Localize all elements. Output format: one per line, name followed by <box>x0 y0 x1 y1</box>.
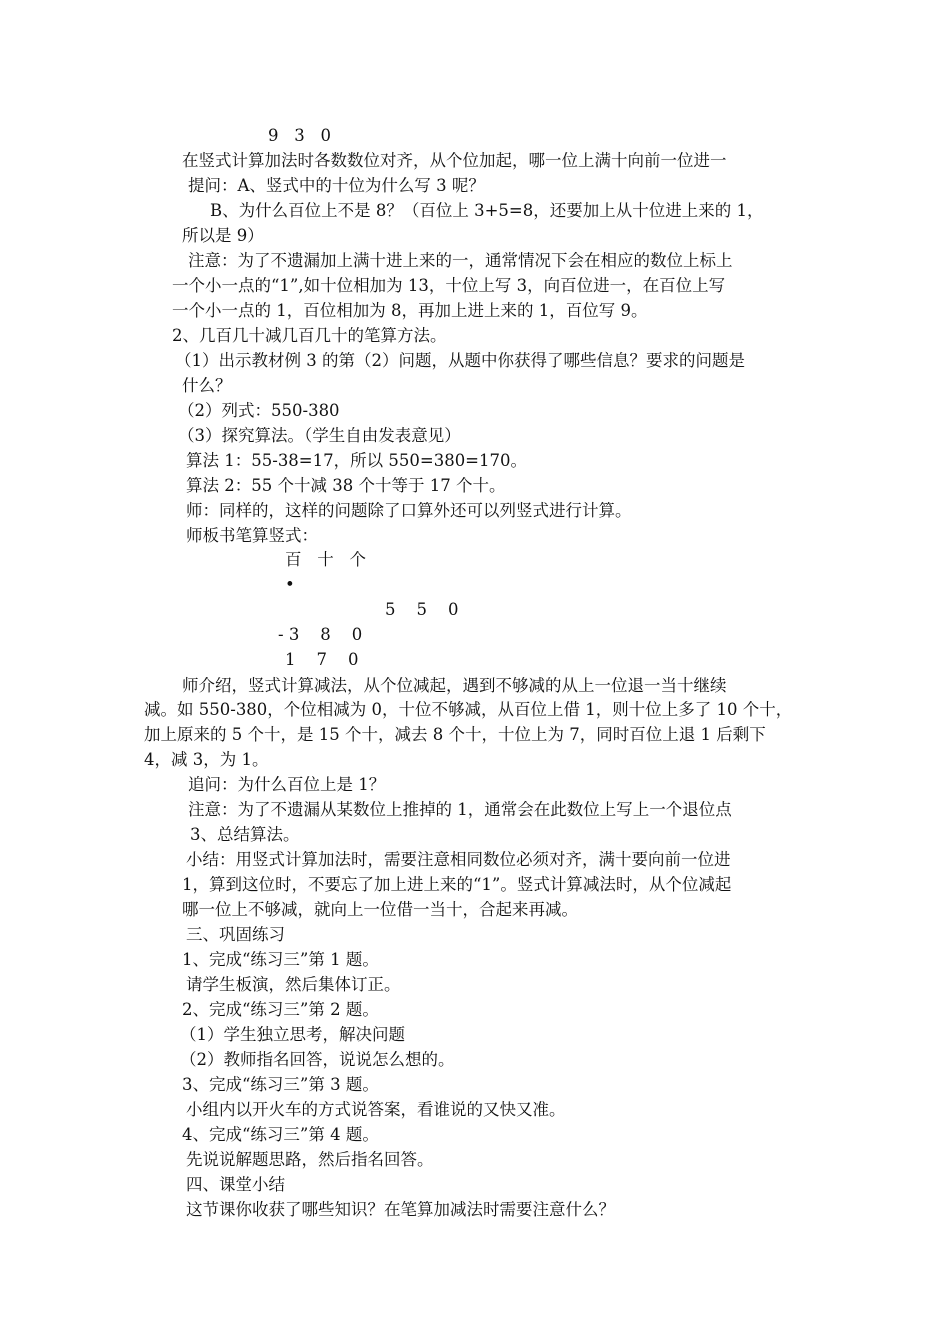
text-line: 3、完成“练习三”第 3 题。 <box>182 1075 379 1094</box>
text-line: 这节课你收获了哪些知识？在笔算加减法时需要注意什么？ <box>186 1200 615 1219</box>
text-line: 1，算到这位时，不要忘了加上进上来的“1”。竖式计算减法时，从个位减起 <box>182 875 732 894</box>
text-line: 算法 2：55 个十减 38 个十等于 17 个十。 <box>186 476 506 495</box>
text-line: 四、课堂小结 <box>186 1175 285 1194</box>
text-line: 提问：A、竖式中的十位为什么写 3 呢？ <box>188 176 485 195</box>
text-line: 在竖式计算加法时各数数位对齐，从个位加起，哪一位上满十向前一位进一 <box>182 151 727 170</box>
text-line: 追问：为什么百位上是 1？ <box>188 775 386 794</box>
text-line: 加上原来的 5 个十，是 15 个十，减去 8 个十，十位上为 7，同时百位上退 1 后剩下 <box>144 725 766 744</box>
text-line: （3）探究算法。（学生自由发表意见） <box>178 426 461 445</box>
text-line: （1）学生独立思考，解决问题 <box>180 1025 405 1044</box>
text-line: 1 7 0 <box>285 650 359 669</box>
text-line: 一个小一点的 1，百位相加为 8，再加上进上来的 1，百位写 9。 <box>172 301 648 320</box>
text-line: 注意：为了不遗漏从某数位上推掉的 1，通常会在此数位上写上一个退位点 <box>188 800 732 819</box>
text-line: 请学生板演，然后集体订正。 <box>186 975 401 994</box>
text-line: 师板书笔算竖式： <box>186 526 318 545</box>
text-line: 5 5 0 <box>385 600 459 619</box>
text-line: 9 3 0 <box>268 126 331 145</box>
text-line: （2）列式：550-380 <box>178 401 340 420</box>
text-line: 1、完成“练习三”第 1 题。 <box>182 950 379 969</box>
text-line: 一个小一点的“1”,如十位相加为 13，十位上写 3，向百位进一，在百位上写 <box>172 276 726 295</box>
text-line: 师：同样的，这样的问题除了口算外还可以列竖式进行计算。 <box>186 501 632 520</box>
text-line: 注意：为了不遗漏加上满十进上来的一，通常情况下会在相应的数位上标上 <box>188 251 733 270</box>
text-line: 2、几百几十减几百几十的笔算方法。 <box>172 326 447 345</box>
text-line: 小组内以开火车的方式说答案，看谁说的又快又准。 <box>186 1100 566 1119</box>
text-line: 4，减 3，为 1。 <box>144 750 269 769</box>
text-line: 小结：用竖式计算加法时，需要注意相同数位必须对齐，满十要向前一位进 <box>186 850 731 869</box>
text-line: （2）教师指名回答，说说怎么想的。 <box>180 1050 455 1069</box>
text-line: 师介绍，竖式计算减法，从个位减起，遇到不够减的从上一位退一当十继续 <box>182 676 727 695</box>
text-line: 3、总结算法。 <box>190 825 300 844</box>
text-line: - 3 8 0 <box>278 625 363 644</box>
text-line: • <box>285 575 295 594</box>
text-line: 百 十 个 <box>285 550 366 569</box>
text-line: 先说说解题思路，然后指名回答。 <box>186 1150 434 1169</box>
text-line: 什么？ <box>182 376 232 395</box>
text-line: 2、完成“练习三”第 2 题。 <box>182 1000 379 1019</box>
text-line: 算法 1：55-38=17，所以 550=380=170。 <box>186 451 528 470</box>
text-line: 所以是 9） <box>182 226 264 245</box>
text-line: B、为什么百位上不是 8？（百位上 3+5=8，还要加上从十位进上来的 1， <box>210 201 764 220</box>
text-line: 哪一位上不够减，就向上一位借一当十，合起来再减。 <box>182 900 578 919</box>
text-line: 减。如 550-380，个位相减为 0，十位不够减，从百位上借 1，则十位上多了 10 个十， <box>144 700 793 719</box>
text-line: 4、完成“练习三”第 4 题。 <box>182 1125 379 1144</box>
text-line: 三、巩固练习 <box>186 925 285 944</box>
text-line: （1）出示教材例 3 的第（2）问题，从题中你获得了哪些信息？要求的问题是 <box>175 351 745 370</box>
